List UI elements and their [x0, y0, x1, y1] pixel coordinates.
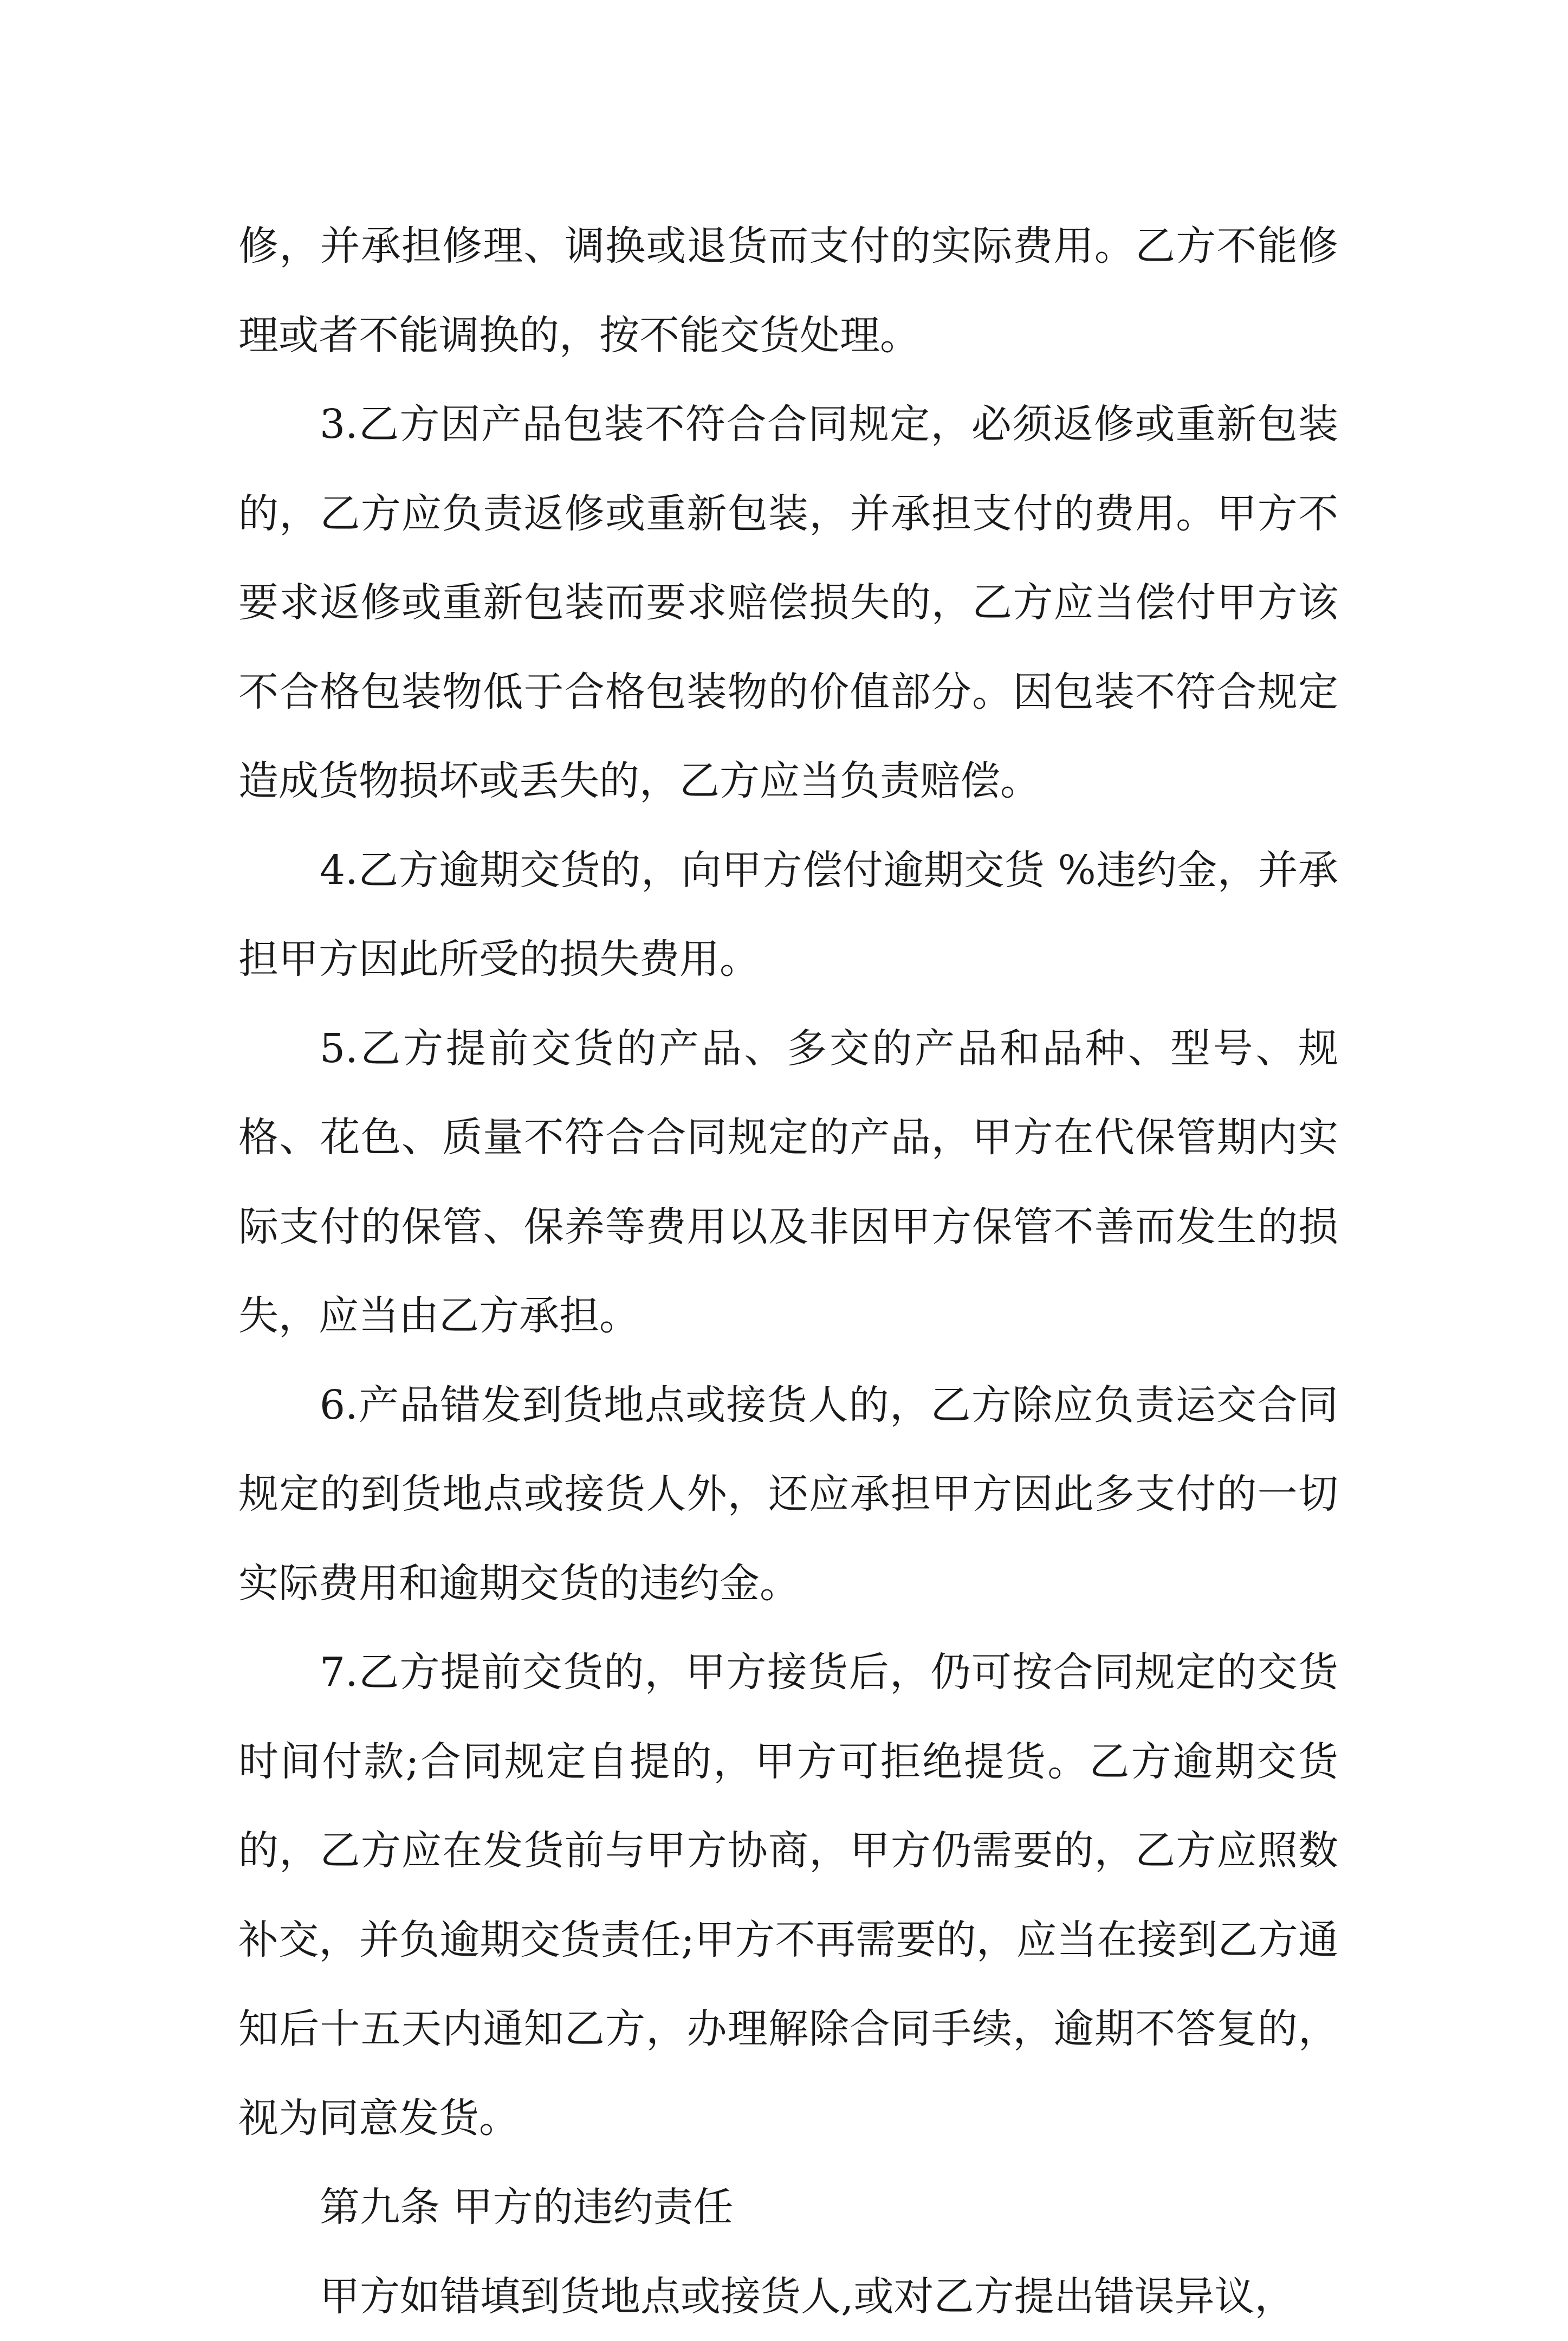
paragraph-continuation: 修，并承担修理、调换或退货而支付的实际费用。乙方不能修理或者不能调换的，按不能交货处理。: [238, 202, 1338, 380]
paragraph-clause-6: 6.产品错发到货地点或接货人的，乙方除应负责运交合同规定的到货地点或接货人外，还应承担甲方因此多支付的一切实际费用和逾期交货的违约金。: [238, 1361, 1338, 1628]
paragraph-clause-5: 5.乙方提前交货的产品、多交的产品和品种、型号、规格、花色、质量不符合合同规定的产品，甲方在代保管期内实际支付的保管、保养等费用以及非因甲方保管不善而发生的损失，应当由乙方承担。: [238, 1004, 1338, 1361]
paragraph-article-9-body: 甲方如错填到货地点或接货人,或对乙方提出错误异议，: [238, 2252, 1338, 2341]
article-9-heading: 第九条 甲方的违约责任: [238, 2163, 1338, 2252]
paragraph-clause-3: 3.乙方因产品包装不符合合同规定，必须返修或重新包装的，乙方应负责返修或重新包装，并承担支付的费用。甲方不要求返修或重新包装而要求赔偿损失的，乙方应当偿付甲方该不合格包装物低于合格包装物的价值部分。因包装不符合规定造成货物损坏或丢失的，乙方应当负责赔偿。: [238, 380, 1338, 826]
contract-body: [238, 202, 1338, 2341]
paragraph-clause-7: 7.乙方提前交货的，甲方接货后，仍可按合同规定的交货时间付款;合同规定自提的，甲方可拒绝提货。乙方逾期交货的，乙方应在发货前与甲方协商，甲方仍需要的，乙方应照数补交，并负逾期交货责任;甲方不再需要的，应当在接到乙方通知后十五天内通知乙方，办理解除合同手续，逾期不答复的，视为同意发货。: [238, 1628, 1338, 2163]
paragraph-clause-4: 4.乙方逾期交货的，向甲方偿付逾期交货 %违约金，并承担甲方因此所受的损失费用。: [238, 826, 1338, 1004]
